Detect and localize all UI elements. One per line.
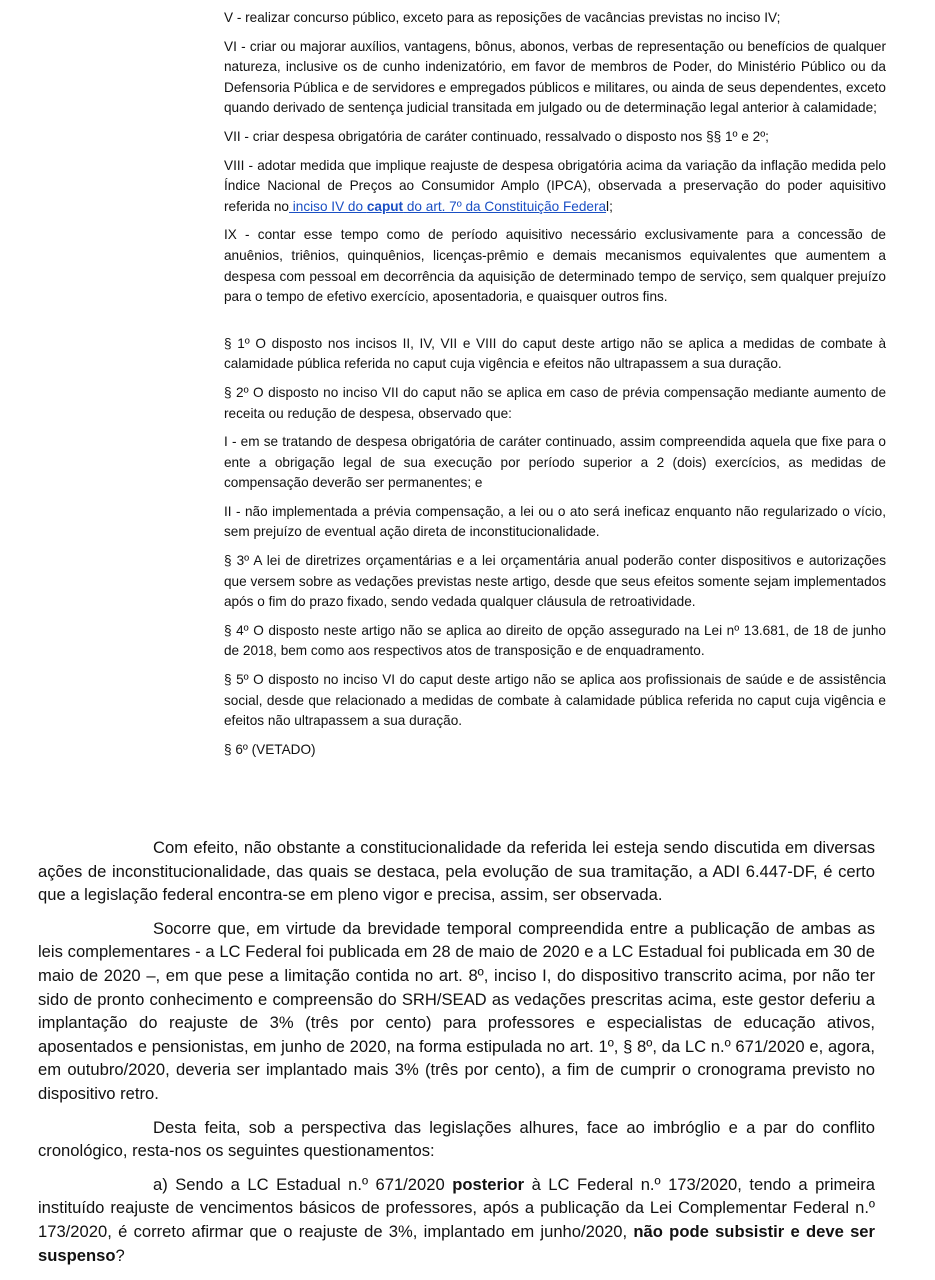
paragraph-4: § 4º O disposto neste artigo não se aplica ao direito de opção assegurado na Lei nº 13.681, de 18 de junho de 2018, bem como aos respectivos atos de transposição e de enquadramento.	[224, 622, 886, 659]
body-paragraph-2: Socorre que, em virtude da brevidade temporal compreendida entre a publicação de ambas as leis complementares - a LC Federal foi publicada em 28 de maio de 2020 e a LC Estadual foi publicada em 30 de maio de 2020 –, em que pese a limitação contida no art. 8º, inciso I, do dispositivo transcrito acima, por não ter sido de pronto conhecimento e compreensão do SRH/SEAD as vedações prescritas acima, este gestor deferiu a implantação do reajuste de 3% (três por cento) para professores e especialistas de educação ativos, aposentados e pensionistas, em junho de 2020, na forma estipulada no art. 1º, § 8º, da LC n.º 671/2020 e, agora, em outubro/2020, deveria ser implantado mais 3% (três por cento), a fim de cumprir o cronograma previsto no dispositivo retro.	[38, 918, 875, 1103]
inciso-viii-end: l;	[606, 198, 613, 214]
question-a-part-1: a) Sendo a LC Estadual n.º 671/2020	[153, 1174, 453, 1194]
inciso-vii: VII - criar despesa obrigatória de caráter continuado, ressalvado o disposto nos §§ 1º e 2º;	[224, 128, 769, 144]
question-a-part-2: à LC Federal n.º 173/2020, tendo a primeira instituído reajuste de vencimentos básicos de professores, após a publicação da Lei Complementar Federal n.º 173/2020, é correto afirmar que o reajuste de 3%, implantado em junho/2020,	[38, 1174, 876, 1241]
inciso-viii	[224, 156, 886, 218]
constitution-link-text-c: do art. 7º da Constituição Federa	[403, 198, 607, 214]
quoted-law-excerpt	[224, 8, 886, 768]
paragraph-2: § 2º O disposto no inciso VII do caput não se aplica em caso de prévia compensação mediante aumento de receita ou redução de despesa, observado que:	[224, 384, 886, 421]
question-a-end: ?	[115, 1245, 125, 1265]
inciso-vi: VI - criar ou majorar auxílios, vantagens, bônus, abonos, verbas de representação ou benefícios de qualquer natureza, inclusive os de cunho indenizatório, em favor de membros de Poder, do Ministério Público ou da Defensoria Pública e de servidores e empregados públicos e militares, ou ainda de seus dependentes, exceto quando derivado de sentença judicial transitada em julgado ou de determinação legal anterior à calamidade;	[224, 38, 886, 116]
inciso-v: V - realizar concurso público, exceto para as reposições de vacâncias previstas no inciso IV;	[224, 10, 781, 25]
constitution-link-caput: caput	[366, 198, 404, 214]
paragraph-6: § 6º (VETADO)	[224, 741, 316, 757]
constitution-link-text-a: inciso IV do	[289, 198, 367, 214]
constitution-link[interactable]	[289, 199, 606, 214]
question-a	[38, 1173, 875, 1267]
body-paragraph-1: Com efeito, não obstante a constitucionalidade da referida lei esteja sendo discutida em diversas ações de inconstitucionalidade, das quais se destaca, pela evolução de sua tramitação, a ADI 6.447-DF, é certo que a legislação federal encontra-se em pleno vigor e precisa, assim, ser observada.	[38, 838, 875, 905]
question-a-bold-posterior: posterior	[452, 1174, 525, 1194]
paragraph-2-item-ii: II - não implementada a prévia compensação, a lei ou o ato será ineficaz enquanto não regularizado o vício, sem prejuízo de eventual ação direta de inconstitucionalidade.	[224, 503, 886, 540]
paragraph-3: § 3º A lei de diretrizes orçamentárias e a lei orçamentária anual poderão conter dispositivos e autorizações que versem sobre as vedações previstas neste artigo, desde que seus efeitos somente sejam implementados após o fim do prazo fixado, sendo vedada qualquer cláusula de retroatividade.	[224, 553, 886, 610]
main-body-text	[38, 836, 875, 1277]
question-a-bold-conclusion: não pode subsistir e deve ser suspenso	[38, 1221, 875, 1265]
paragraph-5: § 5º O disposto no inciso VI do caput deste artigo não se aplica aos profissionais de saúde e de assistência social, desde que relacionado a medidas de combate à calamidade pública referida no caput cuja vigência e efeitos não ultrapassem a sua duração.	[224, 672, 886, 729]
inciso-viii-text: VIII - adotar medida que implique reajuste de despesa obrigatória acima da variação da inflação medida pelo Índice Nacional de Preços ao Consumidor Amplo (IPCA), observada a preservação do poder aquisitivo referida no	[224, 157, 886, 214]
inciso-ix: IX - contar esse tempo como de período aquisitivo necessário exclusivamente para a concessão de anuênios, triênios, quinquênios, licenças-prêmio e demais mecanismos equivalentes que aumentem a despesa com pessoal em decorrência da aquisição de determinado tempo de serviço, sem qualquer prejuízo para o tempo de efetivo exercício, aposentadoria, e quaisquer outros fins.	[224, 227, 886, 305]
paragraph-1: § 1º O disposto nos incisos II, IV, VII e VIII do caput deste artigo não se aplica a medidas de combate à calamidade pública referida no caput cuja vigência e efeitos não ultrapassem a sua duração.	[224, 335, 886, 372]
paragraph-2-item-i: I - em se tratando de despesa obrigatória de caráter continuado, assim compreendida aquela que fixe para o ente a obrigação legal de sua execução por período superior a 2 (dois) exercícios, as medidas de compensação deverão ser permanentes; e	[224, 434, 886, 491]
body-paragraph-3: Desta feita, sob a perspectiva das legislações alhures, face ao imbróglio e a par do conflito cronológico, resta-nos os seguintes questionamentos:	[38, 1117, 875, 1161]
